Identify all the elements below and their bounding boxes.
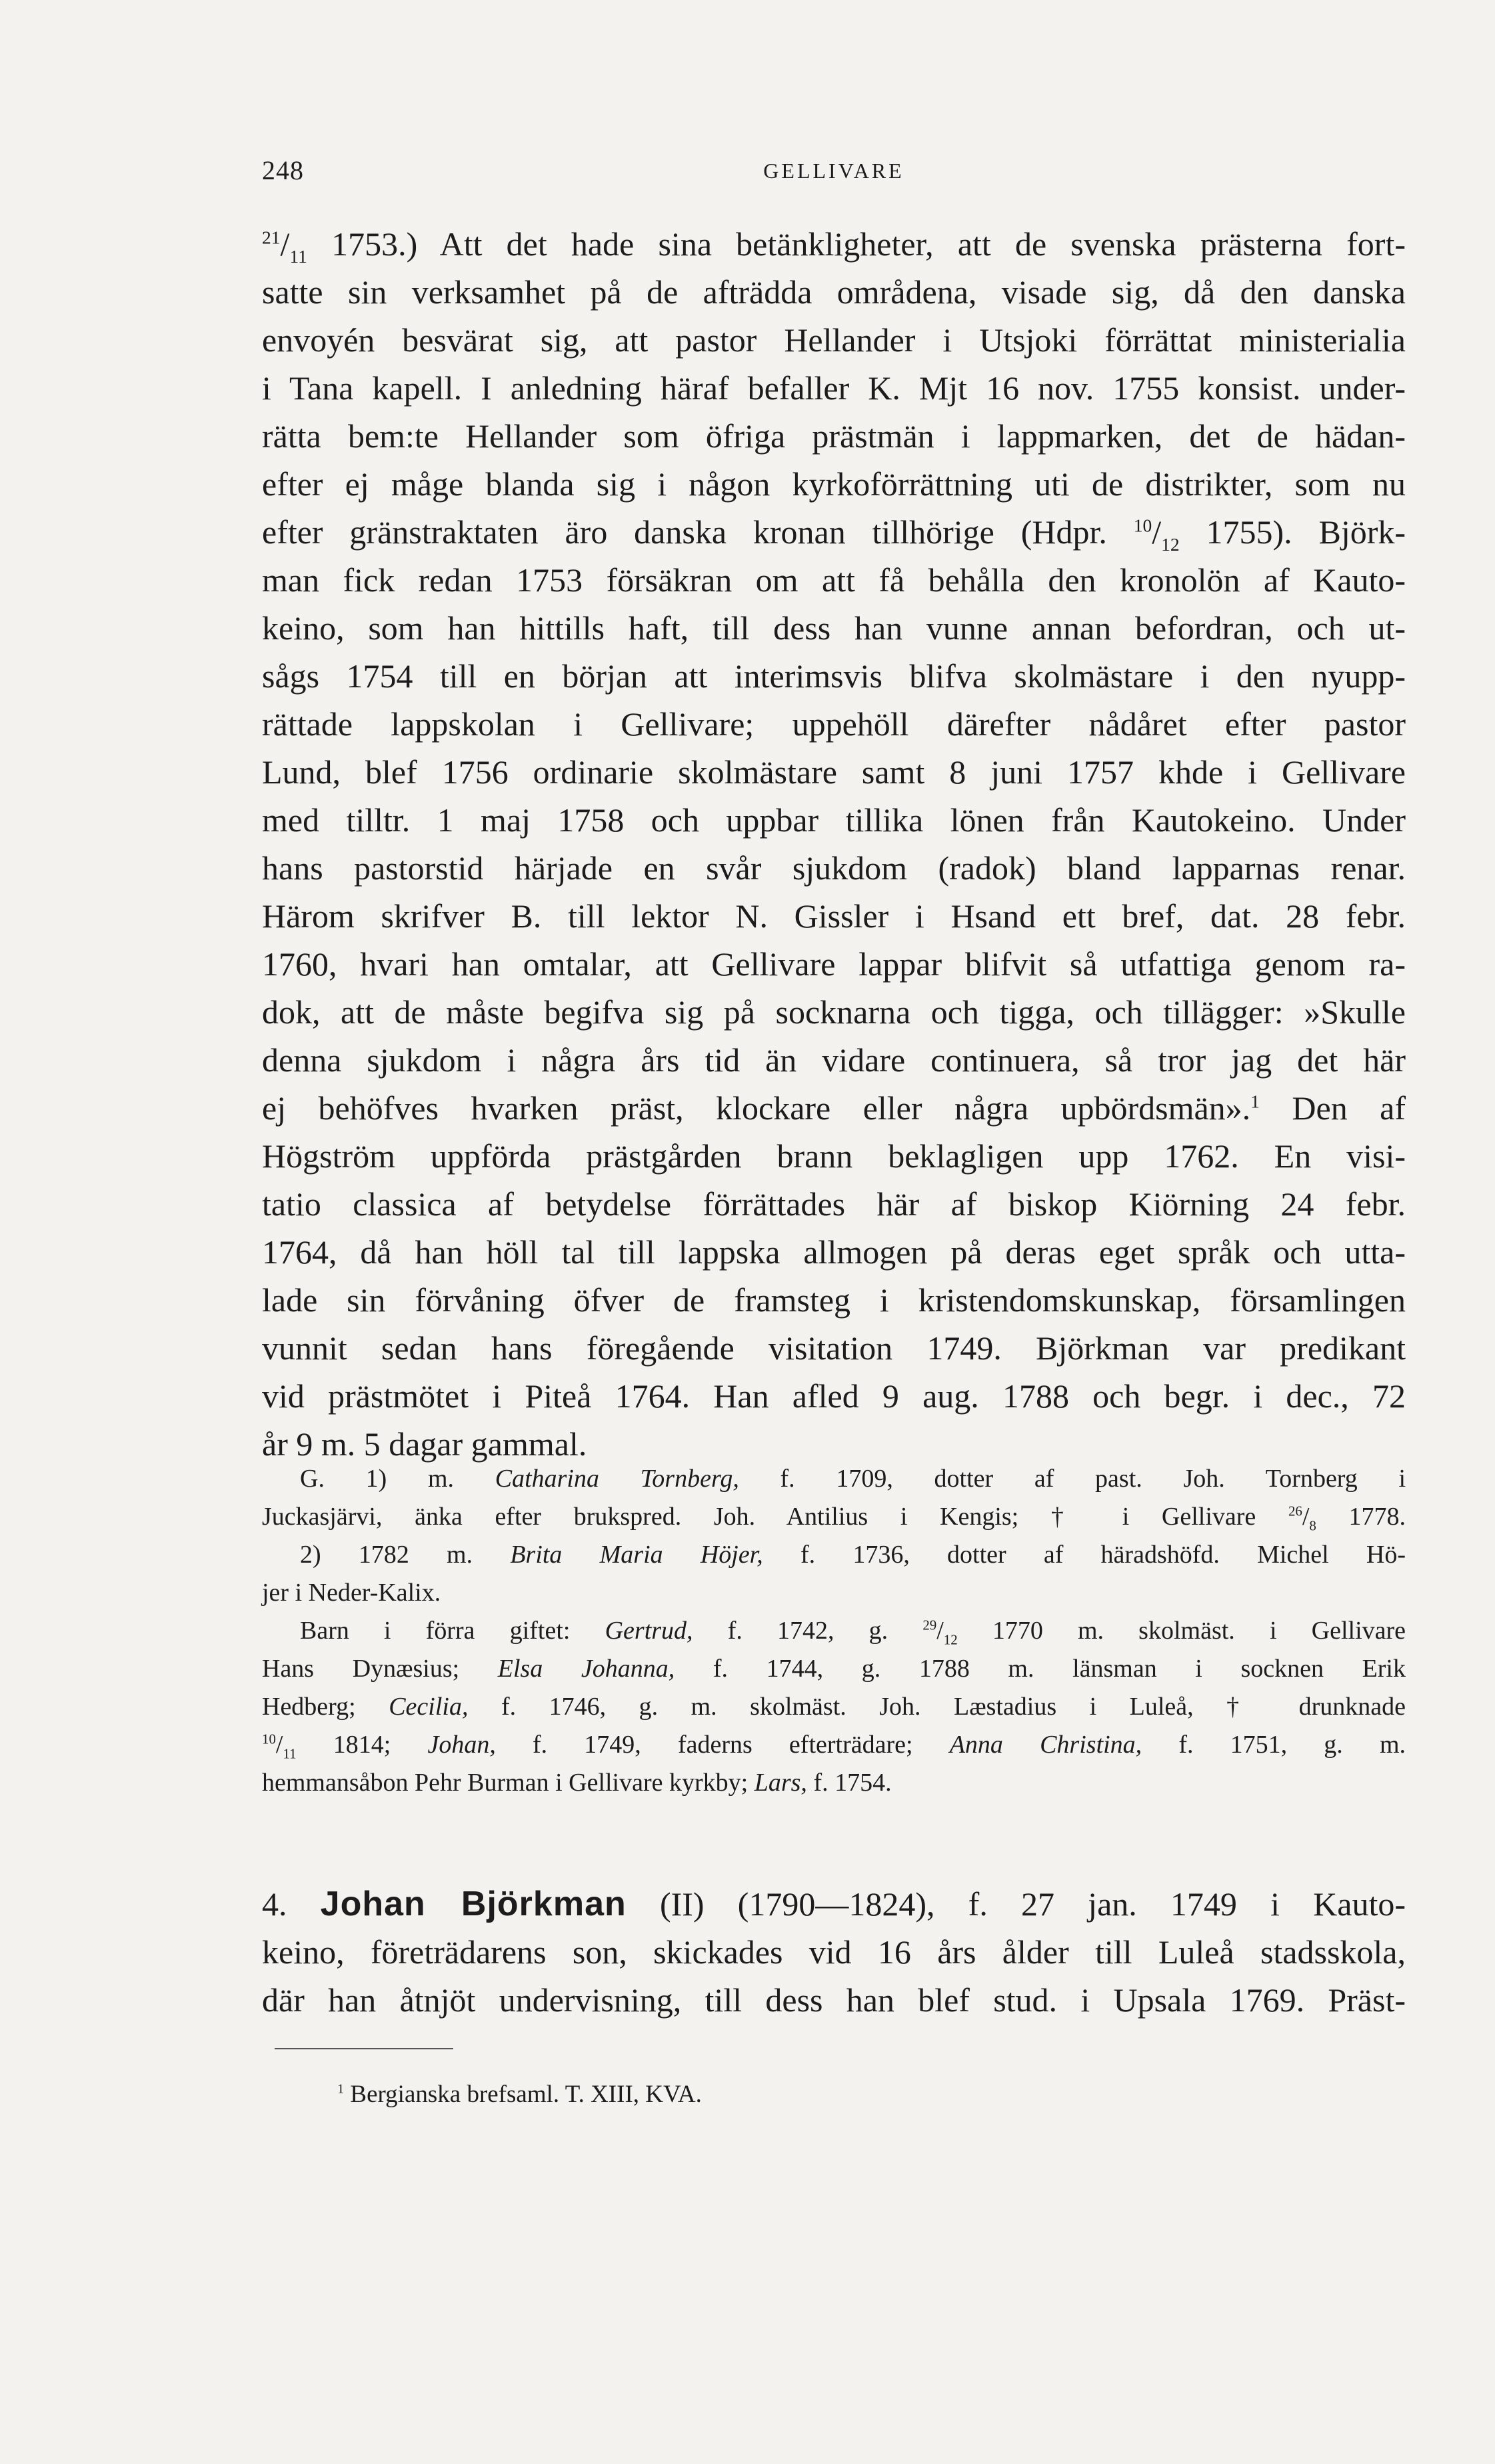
date-fraction: $^{21}/_{11}$ 1753.) (262, 225, 418, 267)
text-line: dok, att de måste begifva sig på socknarna och tigga, och tillägger: »Skulle (262, 993, 1406, 1031)
text-line: 1760, hvari han omtalar, att Gellivare lappar blifvit så utfattiga genom ra- (262, 945, 1406, 983)
text-line: envoyén besvärat sig, att pastor Hellander i Utsjoki förrättat ministerialia (262, 321, 1406, 359)
text-line: med tilltr. 1 maj 1758 och uppbar tillika lönen från Kautokeino. Under (262, 801, 1406, 839)
text-line: 4. Johan Björkman (II) (1790—1824), f. 27 jan. 1749 i Kauto- (262, 1885, 1406, 1923)
entry-johan-bjorkman (262, 1880, 1406, 2024)
genealogy-notes (262, 1460, 1406, 1802)
text-line: i Tana kapell. I anledning häraf befaller K. Mjt 16 nov. 1755 konsist. under- (262, 369, 1406, 407)
text-line: efter ej måge blanda sig i någon kyrkoförrättning uti de distrikter, som nu (262, 465, 1406, 503)
note-line: $^{10}/_{11}$ 1814; Johan, f. 1749, faderns efterträdare; Anna Christina, f. 1751, g. m. (262, 1731, 1406, 1762)
text-line: Högström uppförda prästgården brann beklagligen upp 1762. En visi- (262, 1137, 1406, 1175)
text-line: rätta bem:te Hellander som öfriga prästmän i lappmarken, det de hädan- (262, 417, 1406, 455)
text-line: $^{21}/_{11}$ 1753.) Att det hade sina betänkligheter, att de svenska prästerna fort- (262, 225, 1406, 267)
note-line: Hans Dynæsius; Elsa Johanna, f. 1744, g. 1788 m. länsman i socknen Erik (262, 1655, 1406, 1683)
text-line: hans pastorstid härjade en svår sjukdom (radok) bland lapparnas renar. (262, 849, 1406, 887)
note-line: Barn i förra giftet: Gertrud, f. 1742, g. $^{29}/_{12}$ 1770 m. skolmäst. i Gellivare (300, 1617, 1406, 1648)
text-line: sågs 1754 till en början att interimsvis blifva skolmästare i den nyupp- (262, 657, 1406, 695)
footnote-number: 1 (337, 2081, 345, 2097)
note-line: hemmansåbon Pehr Burman i Gellivare kyrkby; Lars, f. 1754. (262, 1769, 892, 1797)
text-line: Lund, blef 1756 ordinarie skolmästare samt 8 juni 1757 khde i Gellivare (262, 753, 1406, 791)
entry-name: Johan Björkman (320, 1885, 627, 1923)
text-line: lade sin förvåning öfver de framsteg i kristendomskunskap, församlingen (262, 1281, 1406, 1319)
text-line: tatio classica af betydelse förrättades här af biskop Kiörning 24 febr. (262, 1185, 1406, 1223)
footnote-text: Bergianska brefsaml. T. XIII, KVA. (350, 2081, 702, 2108)
running-head: GELLIVARE (763, 159, 904, 183)
page-number: 248 (262, 155, 304, 185)
footnote (337, 2079, 702, 2111)
note-line: 2) 1782 m. Brita Maria Höjer, f. 1736, dotter af häradshöfd. Michel Hö- (300, 1541, 1406, 1569)
text-line: keino, företrädarens son, skickades vid 16 års ålder till Luleå stadsskola, (262, 1933, 1406, 1971)
text-line: man fick redan 1753 försäkran om att få behålla den kronolön af Kauto- (262, 561, 1406, 599)
text-line: rättade lappskolan i Gellivare; uppehöll därefter nådåret efter pastor (262, 705, 1406, 743)
date-fraction: $^{10}/_{12}$ 1755). (1133, 513, 1292, 555)
date-fraction: $^{10}/_{11}$ (262, 1731, 297, 1762)
note-line: Juckasjärvi, änka efter brukspred. Joh. Antilius i Kengis; † i Gellivare $^{26}/_8$ 1778. (262, 1503, 1406, 1534)
date-fraction: $^{26}/_8$ 1778. (1288, 1503, 1406, 1534)
note-line: jer i Neder-Kalix. (262, 1579, 441, 1607)
text-line: vunnit sedan hans föregående visitation 1749. Björkman var predikant (262, 1329, 1406, 1367)
page-header (262, 155, 1406, 195)
text-line: denna sjukdom i några års tid än vidare continuera, så tror jag det här (262, 1041, 1406, 1079)
text-line: ej behöfves hvarken präst, klockare eller några upbördsmän».$^1$ Den af (262, 1089, 1406, 1127)
text-line: Härom skrifver B. till lektor N. Gissler i Hsand ett bref, dat. 28 febr. (262, 897, 1406, 935)
text-line: 1764, då han höll tal till lappska allmogen på deras eget språk och utta- (262, 1233, 1406, 1271)
text-line: satte sin verksamhet på de afträdda områdena, visade sig, då den danska (262, 273, 1406, 311)
main-text (262, 220, 1406, 1468)
text-line: vid prästmötet i Piteå 1764. Han afled 9 aug. 1788 och begr. i dec., 72 (262, 1377, 1406, 1415)
footnote-rule (275, 2048, 453, 2049)
text-line: där han åtnjöt undervisning, till dess han blef stud. i Upsala 1769. Präst- (262, 1981, 1406, 2019)
text-line: efter gränstraktaten äro danska kronan tillhörige (Hdpr. $^{10}/_{12}$ 1755). Björk- (262, 513, 1406, 555)
footnote-ref: 1 (1250, 1091, 1260, 1112)
text-line: år 9 m. 5 dagar gammal. (262, 1425, 587, 1463)
text-line: keino, som han hittills haft, till dess han vunne annan befordran, och ut- (262, 609, 1406, 647)
note-line: G. 1) m. Catharina Tornberg, f. 1709, dotter af past. Joh. Tornberg i (300, 1465, 1406, 1493)
entry-number: 4. (262, 1885, 287, 1923)
note-line: Hedberg; Cecilia, f. 1746, g. m. skolmäst. Joh. Læstadius i Luleå, † drunknade (262, 1693, 1406, 1721)
date-fraction: $^{29}/_{12}$ (922, 1617, 958, 1648)
